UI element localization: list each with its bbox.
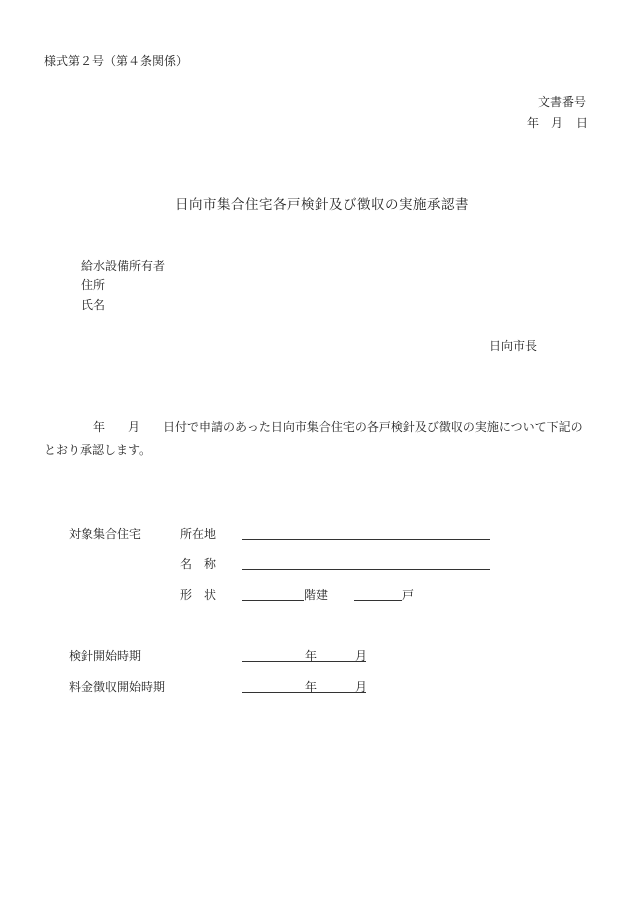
- billing-start-year-label: 年: [305, 680, 318, 694]
- floors-field-line: [242, 600, 304, 601]
- meter-start-field-line: [242, 661, 366, 662]
- location-label: 所在地: [180, 527, 217, 541]
- form-label: 様式第２号（第４条関係）: [44, 54, 189, 68]
- recipient-address-label: 住所: [81, 278, 106, 292]
- billing-start-field-line: [242, 692, 366, 693]
- date-year-label: 年: [527, 116, 540, 130]
- date-month-label: 月: [551, 116, 564, 130]
- body-text-line1: 日付で申請のあった日向市集合住宅の各戸検針及び徴収の実施について下記の: [163, 420, 583, 434]
- units-suffix: 戸: [402, 588, 415, 602]
- billing-start-month-label: 月: [355, 680, 368, 694]
- units-field-line: [354, 600, 402, 601]
- body-text-line2: とおり承認します。: [44, 443, 152, 457]
- property-section-label: 対象集合住宅: [69, 527, 142, 541]
- shape-label: 形 状: [180, 588, 217, 602]
- recipient-name-label: 氏名: [81, 298, 106, 312]
- property-name-label: 名 称: [180, 557, 217, 571]
- meter-start-month-label: 月: [355, 649, 368, 663]
- document-number-label: 文書番号: [538, 95, 587, 109]
- recipient-role: 給水設備所有者: [81, 259, 166, 273]
- meter-start-label: 検針開始時期: [69, 649, 142, 663]
- issuer: 日向市長: [489, 339, 538, 353]
- document-title: 日向市集合住宅各戸検針及び徴収の実施承認書: [175, 197, 469, 213]
- date-day-label: 日: [576, 116, 589, 130]
- meter-start-year-label: 年: [305, 649, 318, 663]
- floors-suffix: 階建: [304, 588, 329, 602]
- body-month-label: 月: [128, 420, 141, 434]
- property-name-field-line: [242, 569, 490, 570]
- billing-start-label: 料金徴収開始時期: [69, 680, 166, 694]
- location-field-line: [242, 539, 490, 540]
- body-year-label: 年: [93, 420, 106, 434]
